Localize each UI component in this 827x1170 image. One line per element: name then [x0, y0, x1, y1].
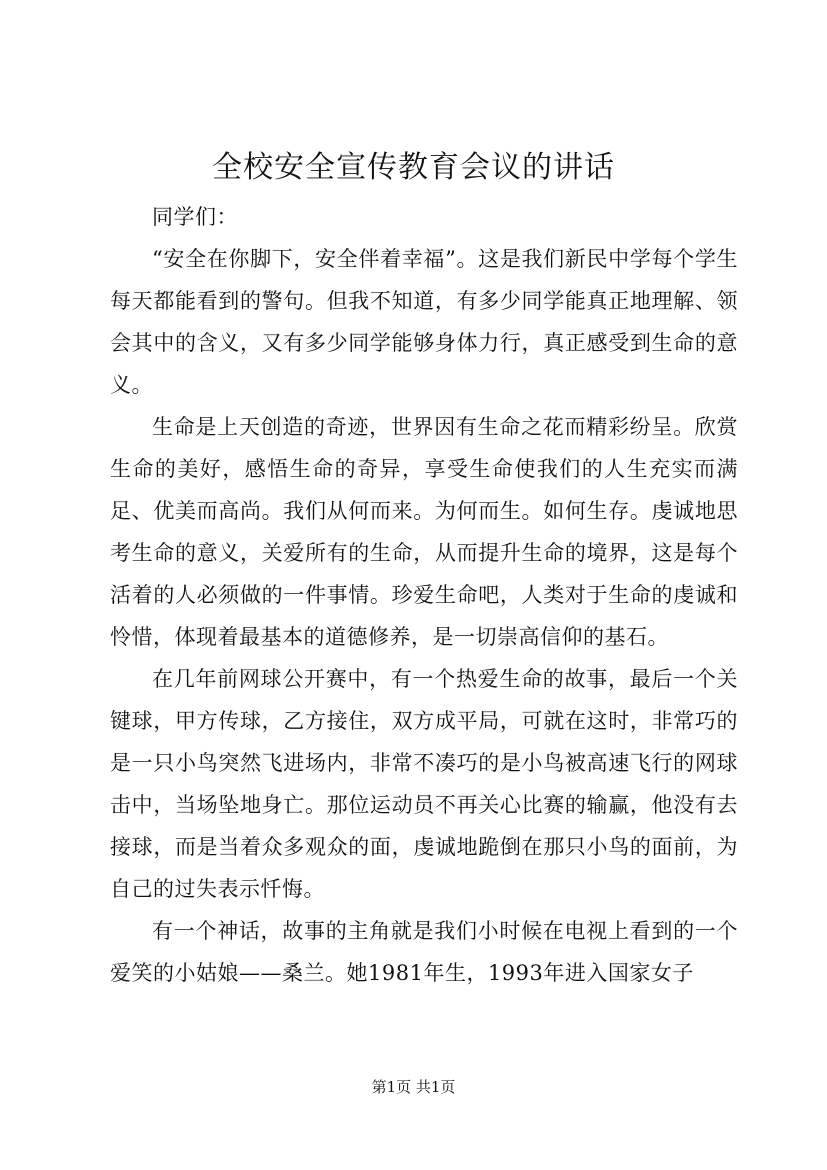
paragraph-2: 生命是上天创造的奇迹，世界因有生命之花而精彩纷呈。欣赏生命的美好，感悟生命的奇异，享受生命使我们的人生充实而满足、优美而高尚。我们从何而来。为何而生。如何生存。虔诚地思考生命的意义，关爱所有的生命，从而提升生命的境界，这是每个活着的人必须做的一件事情。珍爱生命吧，人类对于生命的虔诚和怜惜，体现着最基本的道德修养，是一切崇高信仰的基石。 — [110, 415, 738, 649]
greeting: 同学们： — [152, 205, 238, 229]
document-title: 全校安全宣传教育会议的讲话 — [212, 150, 615, 185]
paragraph-3: 在几年前网球公开赛中，有一个热爱生命的故事，最后一个关键球，甲方传球，乙方接住，双方成平局，可就在这时，非常巧的是一只小鸟突然飞进场内，非常不凑巧的是小鸟被高速飞行的网球击中，当场坠地身亡。那位运动员不再关心比赛的输赢，他没有去接球，而是当着众多观众的面，虔诚地跪倒在那只小鸟的面前，为自己的过失表示忏悔。 — [110, 667, 738, 901]
paragraph-4: 有一个神话，故事的主角就是我们小时候在电视上看到的一个爱笑的小姑娘——桑兰。她1981年生，1993年进入国家女子 — [110, 919, 738, 985]
document-body — [110, 196, 738, 994]
paragraph-1: “安全在你脚下，安全伴着幸福”。这是我们新民中学每个学生每天都能看到的警句。但我不知道，有多少同学能真正地理解、领会其中的含义，又有多少同学能够身体力行，真正感受到生命的意义。 — [110, 247, 738, 397]
page-footer: 第1页 共1页 — [371, 1078, 456, 1096]
